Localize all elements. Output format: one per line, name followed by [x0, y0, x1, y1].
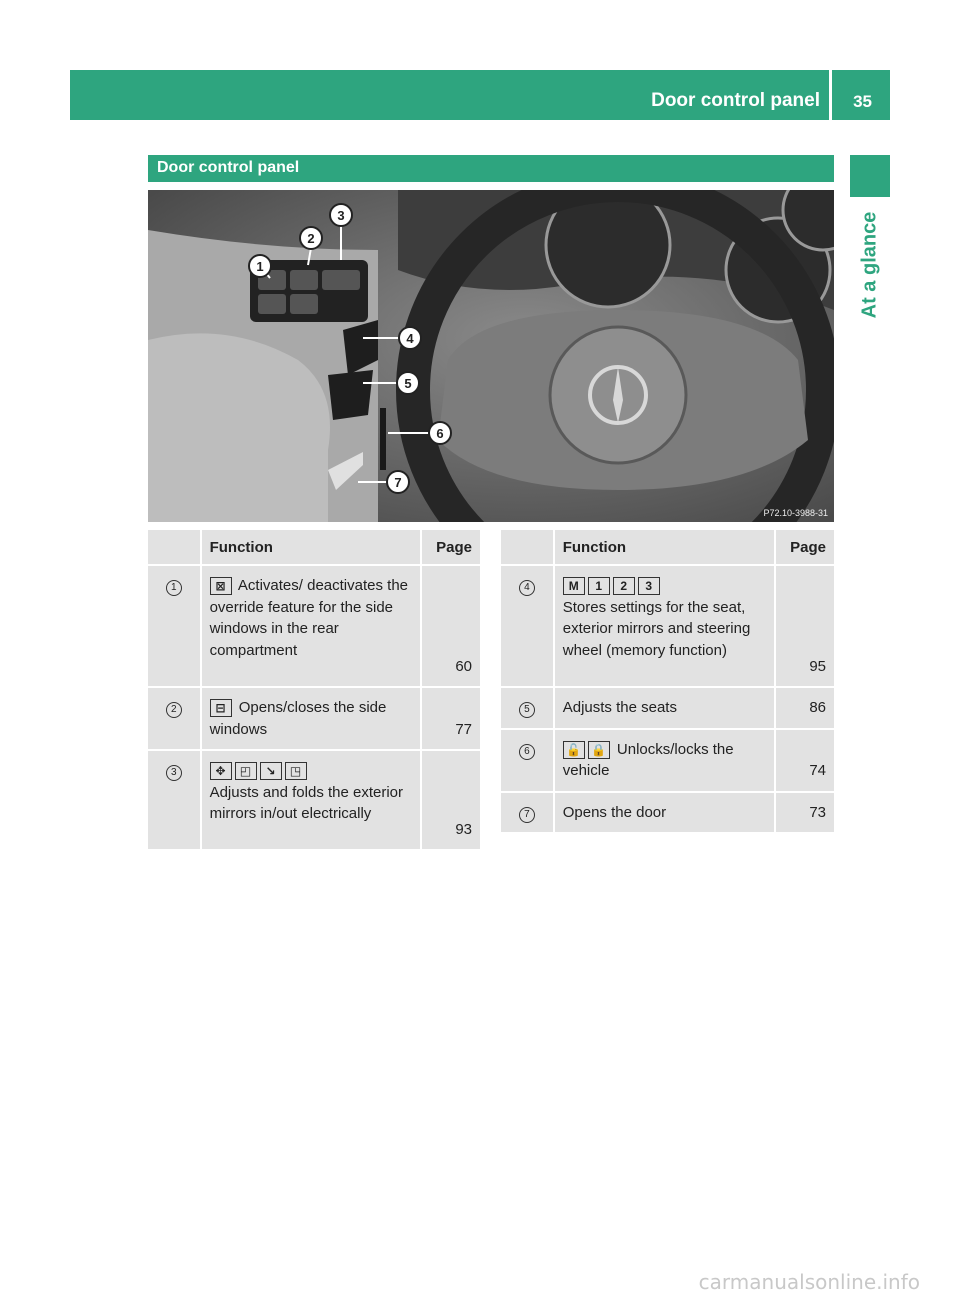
- callout-1: [249, 255, 271, 277]
- page-cell: 95: [775, 565, 834, 687]
- mirror-icons: [210, 760, 310, 782]
- svg-text:1: 1: [256, 259, 264, 274]
- function-cell: Adjusts the seats: [554, 687, 775, 729]
- mirror-left-icon: ◰: [235, 762, 257, 780]
- row-number-cell: [148, 687, 201, 750]
- function-table-left: [148, 530, 480, 851]
- table-row: [501, 792, 834, 834]
- table-header-row: [501, 530, 834, 565]
- function-cell: [554, 565, 775, 687]
- table-row: [148, 565, 480, 687]
- page-header-bar: [70, 70, 890, 120]
- function-cell: Opens the door: [554, 792, 775, 834]
- page-cell: 86: [775, 687, 834, 729]
- row-number-cell: [501, 687, 554, 729]
- function-table-right: [501, 530, 834, 834]
- table-row: [501, 565, 834, 687]
- lock-icon: 🔒: [588, 741, 610, 759]
- svg-text:3: 3: [337, 208, 345, 223]
- callout-number: 3: [166, 765, 182, 781]
- function-text: Adjusts and folds the exterior mirrors in/out electrically: [209, 783, 404, 822]
- mirror-right-icon: ◳: [285, 762, 307, 780]
- window-lock-icon: ⊠: [210, 577, 232, 595]
- page-cell: 77: [421, 687, 480, 750]
- function-text: Activates/ deactivates the override feature for the side windows in the rear compartment: [209, 577, 409, 659]
- memory-2-icon: 2: [613, 577, 635, 595]
- row-number-cell: [501, 729, 554, 792]
- photo-reference-code: P72.10-3988-31: [763, 508, 828, 518]
- table-header-row: [148, 530, 480, 565]
- svg-text:4: 4: [406, 331, 414, 346]
- page-cell: 60: [421, 565, 480, 687]
- row-number-cell: [148, 750, 201, 850]
- chapter-tab-label: At a glance: [858, 211, 881, 319]
- mirror-adjust-icon: ✥: [210, 762, 232, 780]
- chapter-tab-marker: [850, 155, 890, 197]
- callout-number: 5: [519, 702, 535, 718]
- memory-1-icon: 1: [588, 577, 610, 595]
- mirror-fold-icon: ↘: [260, 762, 282, 780]
- svg-text:2: 2: [307, 231, 315, 246]
- callout-2: [300, 227, 322, 249]
- window-switch-icon: ⊟: [210, 699, 232, 717]
- svg-text:7: 7: [394, 475, 402, 490]
- function-cell: [554, 729, 775, 792]
- table-row: [501, 729, 834, 792]
- table-row: [148, 687, 480, 750]
- row-number-cell: [148, 565, 201, 687]
- table-row: [501, 687, 834, 729]
- function-cell: [201, 687, 422, 750]
- header-separator: [829, 70, 832, 120]
- function-text: Unlocks/locks the vehicle: [562, 740, 734, 779]
- callout-5: [397, 372, 419, 394]
- callout-number: 7: [519, 807, 535, 823]
- header-num: [148, 530, 201, 565]
- callout-number: 1: [166, 580, 182, 596]
- section-heading-bar: [148, 155, 834, 182]
- page-cell: 73: [775, 792, 834, 834]
- section-title: Door control panel: [157, 159, 300, 176]
- callout-number: 2: [166, 702, 182, 718]
- unlock-icon: 🔓: [563, 741, 585, 759]
- row-number-cell: [501, 565, 554, 687]
- page-cell: 93: [421, 750, 480, 850]
- page-number: 35: [853, 92, 872, 111]
- callout-4: [399, 327, 421, 349]
- callout-number: 4: [519, 580, 535, 596]
- callout-number: 6: [519, 744, 535, 760]
- callout-7: [387, 471, 409, 493]
- watermark: carmanualsonline.info: [698, 1270, 920, 1294]
- table-row: [148, 750, 480, 850]
- function-text: Stores settings for the seat, exterior mirrors and steering wheel (memory function): [562, 598, 751, 659]
- function-cell: [201, 750, 422, 850]
- header-function: Function: [554, 530, 775, 565]
- memory-buttons-icons: [563, 575, 663, 597]
- svg-text:5: 5: [404, 376, 412, 391]
- page-cell: 74: [775, 729, 834, 792]
- memory-M-icon: M: [563, 577, 585, 595]
- function-cell: [201, 565, 422, 687]
- memory-3-icon: 3: [638, 577, 660, 595]
- header-page: Page: [775, 530, 834, 565]
- row-number-cell: [501, 792, 554, 834]
- svg-text:6: 6: [436, 426, 444, 441]
- header-function: Function: [201, 530, 422, 565]
- header-num: [501, 530, 554, 565]
- door-panel-illustration: [148, 190, 834, 522]
- function-text: Opens/closes the side windows: [209, 699, 387, 738]
- door-panel-photo: [148, 190, 834, 522]
- callout-3: [330, 204, 352, 226]
- header-page: Page: [421, 530, 480, 565]
- callout-6: [429, 422, 451, 444]
- page-header-title: Door control panel: [651, 90, 820, 111]
